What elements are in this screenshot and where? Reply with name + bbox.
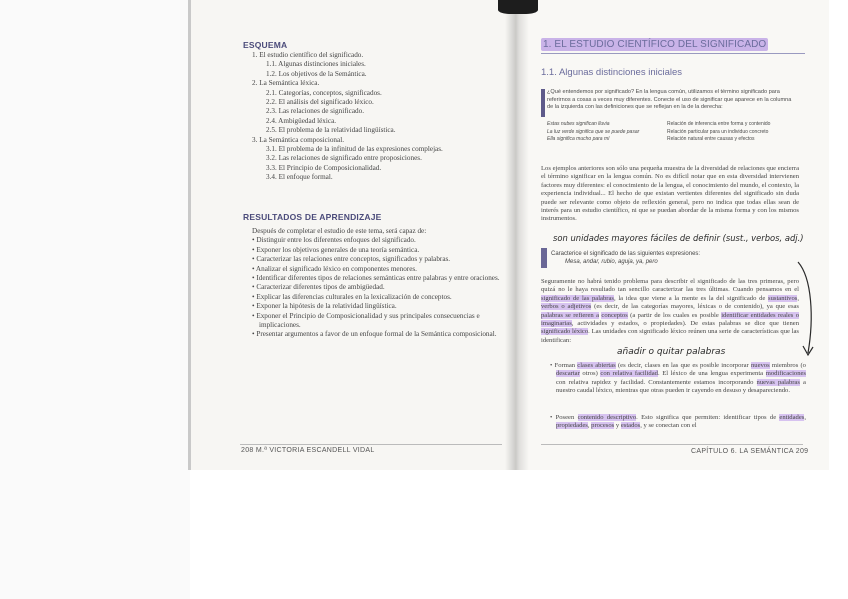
- outline-item: 2. La Semántica léxica.: [252, 79, 320, 88]
- highlight: contenido descriptivo: [577, 414, 637, 421]
- footer-rule-right: [541, 444, 803, 445]
- background-left: [0, 0, 190, 599]
- highlight: verbos o adjetivos: [541, 303, 592, 311]
- resultados-intro: Después de completar el estudio de este tema, será capaz de:: [252, 227, 427, 235]
- highlight: propiedades: [556, 422, 588, 430]
- outline-item: 2.4. Ambigüedad léxica.: [266, 116, 337, 125]
- page-edge: [188, 0, 191, 470]
- question-right-cell: Relación natural entre causas y efectos: [667, 136, 755, 143]
- outline-item: 2.1. Categorías, conceptos, significados.: [266, 88, 382, 97]
- resultado-item: • Presentar argumentos a favor de un enfoque formal de la Semántica composicional.: [252, 330, 500, 339]
- paragraph-1: Los ejemplos anteriores son sólo una pequeña muestra de la diversidad de relaciones que encierra el término significar en la lengua común. No es difícil notar que en esta diversidad intervienen factores muy diferentes: el conocimiento de la lengua, el conocimiento del mundo, el contexto, la experiencia individual... El hecho de que existan vertientes diferentes del significado sin duda puede ser relevante como objeto de reflexión general, pero no indica que todas ellas sean de interés para un estudio científico, ni que se puedan abordar de la misma forma y con los mismos instrumentos.: [541, 165, 799, 223]
- exercise-bar: [541, 248, 547, 268]
- exercise-intro: Caracterice el significado de las siguientes expresiones:: [551, 251, 701, 257]
- chapter-title-text: 1. EL ESTUDIO CIENTÍFICO DEL SIGNIFICADO: [543, 39, 767, 50]
- question-right-cell: Relación particular para un individuo concreto: [667, 128, 769, 135]
- question-table-row: [547, 121, 797, 129]
- box-bar: [541, 89, 545, 117]
- highlight: estados: [620, 422, 641, 430]
- highlight: procesos: [591, 422, 615, 430]
- resultados-heading: RESULTADOS DE APRENDIZAJE: [243, 212, 382, 222]
- outline-item: 2.3. Las relaciones de significado.: [266, 107, 364, 116]
- outline-item: 1. El estudio científico del significado.: [252, 51, 364, 59]
- question-left-cell: La luz verde significa que se puede pasar: [547, 128, 640, 135]
- highlight: con relativa facilidad: [600, 370, 658, 378]
- outline-item: 3.3. El Principio de Composicionalidad.: [266, 163, 382, 172]
- outline-item: 2.2. El análisis del significado léxico.: [266, 98, 374, 107]
- bullet-contenido-descriptivo: • Poseen contenido descriptivo. Esto significa que permiten: identificar tipos de entidades, propiedades, procesos y estados, y se conectan con el: [550, 414, 806, 431]
- resultado-item: • Caracterizar diferentes tipos de ambigüedad.: [252, 283, 500, 292]
- chapter-title-rule: [541, 53, 805, 54]
- resultado-item: • Caracterizar las relaciones entre conceptos, significados y palabras.: [252, 255, 500, 264]
- resultado-item: • Identificar diferentes tipos de relaciones semánticas entre palabras y entre oraciones.: [252, 274, 500, 283]
- highlight: nuevas palabras: [756, 378, 800, 386]
- highlight: nuevos: [750, 362, 770, 369]
- resultado-item: • Exponer los objetivos generales de una teoría semántica.: [252, 246, 500, 255]
- resultado-item: • Explicar las diferencias culturales en la lexicalización de conceptos.: [252, 293, 500, 302]
- section-title: 1.1. Algunas distinciones iniciales: [541, 67, 683, 78]
- highlight: significado de las palabras: [541, 294, 614, 302]
- resultado-item: • Exponer la hipótesis de la relatividad lingüística.: [252, 302, 500, 311]
- question-left-cell: Ella significa mucho para mí: [547, 136, 610, 143]
- outline-item: 3. La Semántica composicional.: [252, 135, 345, 144]
- exercise-box: [551, 250, 781, 266]
- esquema-heading: ESQUEMA: [243, 40, 288, 50]
- outline-list: [252, 51, 502, 183]
- highlight: sustantivos: [768, 294, 798, 302]
- outline-item: 1.2. Los objetivos de la Semántica.: [266, 69, 367, 78]
- question-right-cell: Relación de inferencia entre forma y contenido: [667, 121, 771, 127]
- question-box: ¿Qué entendemos por significado? En la lengua común, utilizamos el término significado para referirnos a cosas a veces muy diferentes. Conecte el uso de significar que aparece en la columna de la izquierda con las definiciones que se reflejan en la de la derecha:: [547, 89, 792, 111]
- gutter-shadow-top: [498, 0, 538, 14]
- highlight: modificaciones: [765, 370, 806, 378]
- question-table: [547, 121, 797, 144]
- highlight: conceptos: [601, 311, 628, 319]
- highlight: descartar: [556, 370, 580, 378]
- question-table-row: [547, 129, 797, 137]
- footer-rule-left: [240, 444, 502, 445]
- footer-right: CAPÍTULO 6. LA SEMÁNTICA 209: [691, 448, 809, 455]
- question-left-cell: Estas nubes significan lluvia: [547, 121, 610, 127]
- resultado-item: • Analizar el significado léxico en componentes menores.: [252, 265, 500, 274]
- highlight: palabras se refieren a: [541, 311, 600, 319]
- highlight: identificar entidades reales o imaginarias: [541, 311, 799, 328]
- exercise-items: Mesa, andar, rubio, aguja, ya, pero: [565, 259, 658, 265]
- chapter-title: [541, 39, 771, 50]
- handwritten-arrow: [790, 258, 820, 368]
- bullet-clases-abiertas: • Forman clases abiertas (es decir, clases en las que es posible incorporar nuevos miembros (o descartar otros) con relativa facilidad. El léxico de una lengua experimenta modificaciones con relativa rapidez y facilidad. Constantemente estamos incorporando nuevas palabras a nuestro caudal léxico, mientras que otras pueden ir cayendo en desuso y desapareciendo.: [550, 362, 806, 396]
- outline-item: 1.1. Algunas distinciones iniciales.: [266, 60, 366, 69]
- outline-item: 3.4. El enfoque formal.: [266, 173, 333, 182]
- book-gutter: [505, 0, 529, 470]
- handwritten-note-2: añadir o quitar palabras: [617, 347, 726, 357]
- paragraph-2: Seguramente no habrá tenido problema para describir el significado de las tres primeras, pero quizá no le haya resultado tan sencillo caracterizar las tres últimas. Cuando pensamos en el significado de las palabras, la idea que viene a la mente es la del significado de sustantivos, verbos o adjetivos (es decir, de las categorías mayores, léxicas o de contenido), ya que esas palabras se refieren a conceptos (a partir de los cuales es posible identificar entidades reales o imaginarias, actividades y estados, o propiedades). De estas palabras se dice que tienen significado léxico. Las unidades con significado léxico reúnen una serie de características que las identifican:: [541, 278, 800, 344]
- handwritten-note-1: son unidades mayores fáciles de definir (sust., verbos, adj.): [553, 233, 804, 243]
- highlight: clases abiertas: [577, 362, 616, 369]
- highlight: significado léxico: [541, 328, 589, 336]
- resultados-list: [252, 227, 500, 340]
- background-bottom: [190, 470, 830, 599]
- outline-item: 3.1. El problema de la infinitud de las expresiones complejas.: [266, 145, 443, 154]
- outline-item: 2.5. El problema de la relatividad lingüística.: [266, 126, 396, 135]
- outline-item: 3.2. Las relaciones de significado entre proposiciones.: [266, 154, 422, 163]
- question-table-row: [547, 136, 797, 144]
- highlight: entidades: [779, 414, 805, 421]
- resultado-item: • Exponer el Principio de Composicionalidad y sus principales consecuencias e implicaciones.: [252, 312, 500, 331]
- resultado-item: • Distinguir entre los diferentes enfoques del significado.: [252, 236, 500, 245]
- footer-left: 208 M.ª VICTORIA ESCANDELL VIDAL: [241, 447, 375, 454]
